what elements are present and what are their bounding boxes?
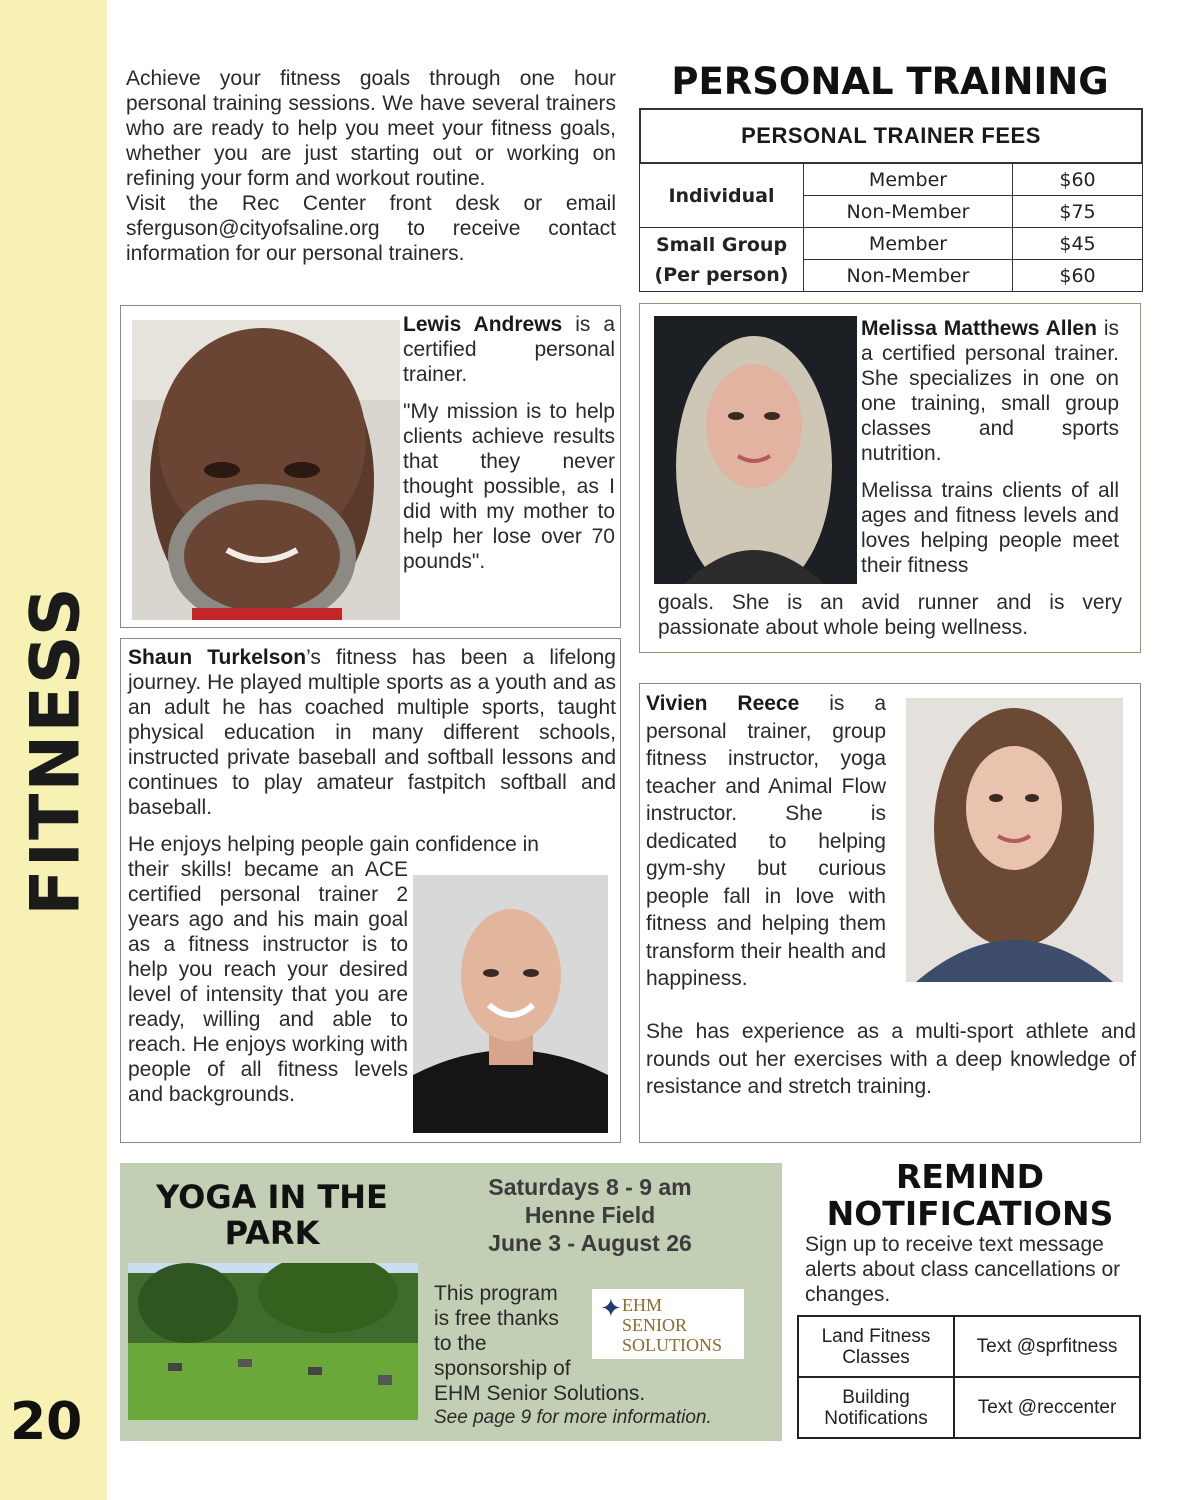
fee-type: Member [804,164,1013,196]
yoga-photo [128,1263,418,1420]
trainer-name: Vivien Reece [646,692,800,715]
sponsor-line: to the [434,1332,487,1355]
melissa-para: Melissa trains clients of all ages and fitness levels and loves helping people meet their fitness [861,479,1119,577]
remind-title: REMIND NOTIFICATIONS [826,1157,1114,1233]
yoga-schedule [430,1173,750,1257]
sponsor-line: sponsorship of [434,1357,571,1380]
table-row [640,164,1143,196]
fee-price: $60 [1013,260,1143,292]
yoga-day-time: Saturdays 8 - 9 am [488,1174,692,1200]
sponsor-text [434,1281,604,1381]
yoga-location: Henne Field [524,1202,656,1228]
melissa-intro: is a certified personal trainer. She specializes in one on one training, small group classes and sports nutrition. [861,317,1120,465]
shaun-para: He enjoys helping people gain confidence in [128,833,539,856]
remind-label: Land Fitness Classes [798,1316,954,1377]
yoga-title: YOGA IN THE PARK [156,1178,388,1252]
trainer-card-melissa [639,303,1141,653]
fees-table [639,163,1143,292]
logo-line: SOLUTIONS [622,1335,723,1355]
trainer-name: Lewis Andrews [403,313,563,336]
star-icon: ✦ [600,1294,622,1323]
fee-group: Individual [640,164,804,228]
contact-paragraph: Visit the Rec Center front desk or email sferguson@cityofsaline.org to receive contact information for our personal trainers. [126,192,616,265]
trainer-name: Shaun Turkelson [128,646,307,669]
remind-action: Text @reccenter [954,1377,1140,1438]
shaun-photo [413,875,608,1133]
melissa-bio-top [861,316,1119,578]
remind-label: Building Notifications [798,1377,954,1438]
vivien-intro: is a personal trainer, group fitness instructor, yoga teacher and Animal Flow instructor. She is dedicated to helping gym-shy but curious people fall in love with fitness and helping them transform their health and happiness. [646,692,886,990]
melissa-photo [654,316,857,584]
vivien-photo [906,698,1123,982]
yoga-dates: June 3 - August 26 [488,1230,692,1256]
melissa-bio-bottom: goals. She is an avid runner and is very passionate about whole being wellness. [658,591,1122,639]
vivien-bio-bottom: She has experience as a multi-sport athlete and rounds out her exercises with a deep knowledge of resistance and stretch training. [646,1020,1136,1098]
fee-type: Non-Member [804,196,1013,228]
fee-price: $45 [1013,228,1143,260]
fee-group: Small Group (Per person) [640,228,804,292]
table-row [640,228,1143,260]
trainer-card-vivien [639,683,1141,1143]
fee-type: Non-Member [804,260,1013,292]
shaun-intro: ’s fitness has been a lifelong journey. He played multiple sports as a youth and as an adult he has coached multiple sports, taught physical education in many different schools, instructed private baseball and softball lessons and continues to play amateur fastpitch softball and baseball. [128,646,616,819]
lewis-bio [403,312,615,574]
remind-description: Sign up to receive text message alerts about class cancellations or changes. [805,1233,1121,1306]
yoga-note: See page 9 for more information. [434,1407,712,1428]
page-number: 20 [10,1392,83,1452]
shaun-bio-bottom: their skills! became an ACE certified personal trainer 2 years ago and his main goal as a fitness instructor is to help you reach your desired level of intensity that you are ready, willing and able to reach. He enjoys working with people of all fitness levels and backgrounds. [128,858,408,1106]
trainer-name: Melissa Matthews Allen [861,317,1097,340]
lewis-quote: "My mission is to help clients achieve results that they never thought possible, as I did with my mother to help her lose over 70 pounds". [403,400,615,573]
remind-table [797,1315,1141,1439]
fee-price: $75 [1013,196,1143,228]
yoga-panel [120,1163,782,1441]
remind-action: Text @sprfitness [954,1316,1140,1377]
trainer-card-shaun [120,638,621,1143]
lewis-intro: is a certified personal trainer. [403,313,615,386]
sponsor-name: EHM Senior Solutions. [434,1382,646,1405]
ehm-logo [592,1289,744,1359]
fees-table-title: PERSONAL TRAINER FEES [639,108,1143,164]
shaun-bio-top [128,645,616,857]
fee-price: $60 [1013,164,1143,196]
sponsor-line: is free thanks [434,1307,559,1330]
table-row [798,1377,1140,1438]
section-title: FITNESS [16,584,96,916]
vivien-bio-top [646,690,886,993]
lewis-photo [132,320,400,620]
intro-paragraph: Achieve your fitness goals through one hour personal training sessions. We have several trainers who are ready to help you meet your fitness goals, whether you are just starting out or working on refining your form and workout routine. [126,67,616,190]
trainer-card-lewis [120,305,621,628]
table-row [798,1316,1140,1377]
logo-line: SENIOR [622,1315,688,1335]
personal-training-title: PERSONAL TRAINING [671,60,1109,103]
intro-text [126,66,616,266]
logo-line: EHM [622,1295,662,1315]
sponsor-line: This program [434,1282,558,1305]
fee-type: Member [804,228,1013,260]
